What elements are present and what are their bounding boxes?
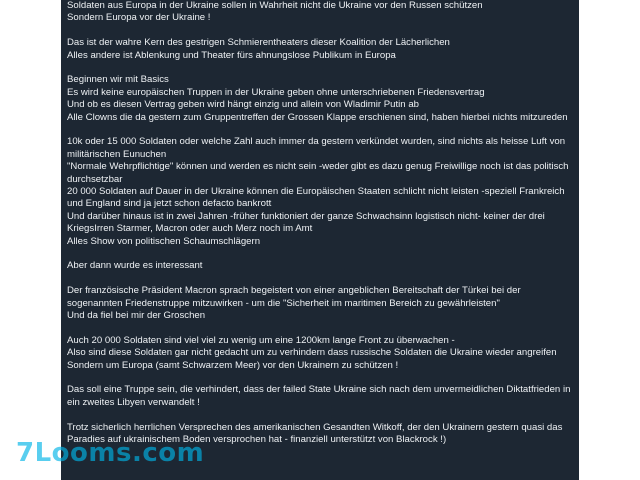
message-line: Alles Show von politischen Schaumschlägern xyxy=(67,235,261,247)
message-line: Beginnen wir mit Basics xyxy=(67,74,169,86)
message-line: Auch 20 000 Soldaten sind viel viel zu wenig um eine 1200km lange Front zu überwachen - xyxy=(67,334,455,346)
message-line: Das soll eine Truppe sein, die verhindert, dass der failed State Ukraine sich nach dem unvermeidlichen Diktatfrieden in ein zweites Libyen verwandelt ! xyxy=(67,384,571,408)
paragraph-6 xyxy=(67,285,573,322)
paragraph-2 xyxy=(67,37,573,62)
message-line: Und ob es diesen Vertrag geben wird hängt einzig und allein von Wladimir Putin ab xyxy=(67,99,419,111)
message-line: Soldaten aus Europa in der Ukraine sollen in Wahrheit nicht die Ukraine vor den Russen schützen xyxy=(67,0,483,11)
paragraph-7 xyxy=(67,335,573,372)
message-line: Trotz sicherlich herrlichen Versprechen des amerikanischen Gesandten Witkoff, der den Ukrainern gestern quasi das Paradies auf ukrainischem Boden versprochen hat - finanziell unterstützt von Blackrock !) xyxy=(67,421,563,446)
message-line: Alle Clowns die da gestern zum Gruppentreffen der Grossen Klappe erschienen sind, haben hierbei nichts mitzureden xyxy=(67,111,568,123)
paragraph-8 xyxy=(67,384,573,409)
paragraph-1 xyxy=(67,0,573,25)
message-line: 20 000 Soldaten auf Dauer in der Ukraine können die Europäischen Staaten schlicht nicht leisten -speziell Frankreich und England sind ja jetzt schon defacto bankrott xyxy=(67,186,565,210)
message-line: Es wird keine europäischen Truppen in der Ukraine geben ohne unterschriebenen Friedensvertrag xyxy=(67,86,485,98)
message-line: "Normale Wehrpflichtige" können und werden es nicht sein -weder gibt es dazu genug Freiwillige noch ist das politisch durchsetzbar xyxy=(67,161,569,185)
message-line: Alles andere ist Ablenkung und Theater fürs ahnungslose Publikum in Europa xyxy=(67,49,396,61)
message-line: Und da fiel bei mir der Groschen xyxy=(67,310,206,322)
message-line: Sondern Europa vor der Ukraine ! xyxy=(67,12,211,24)
paragraph-4 xyxy=(67,136,573,248)
message-line: Sondern um Europa (samt Schwarzem Meer) vor den Ukrainern zu schützen ! xyxy=(67,359,399,371)
message-line: Der französische Präsident Macron sprach begeistert von einer angeblichen Bereitschaft der Türkei bei der sogenannten Friedenstruppe mitzuwirken - um die "Sicherheit im maritimen Bereich zu gewährleisten" xyxy=(67,285,521,309)
left-margin xyxy=(0,0,61,480)
message-line: Das ist der wahre Kern des gestrigen Schmierentheaters dieser Koalition der Lächerlichen xyxy=(67,37,450,49)
message-line: Und darüber hinaus ist in zwei Jahren -früher funktioniert der ganze Schwachsinn logistisch nicht- keiner der drei KriegsIrren Starmer, Macron oder auch Merz noch im Amt xyxy=(67,210,545,235)
message-line: Also sind diese Soldaten gar nicht gedacht um zu verhindern dass russische Soldaten die Ukraine wieder angreifen xyxy=(67,347,557,359)
message-panel xyxy=(61,0,579,480)
watermark-logo: 7Looms.com xyxy=(16,438,205,468)
paragraph-5 xyxy=(67,260,573,272)
message-line: 10k oder 15 000 Soldaten oder welche Zahl auch immer da gestern verkündet wurden, sind nichts als heisse Luft von militärischen Eunuchen xyxy=(67,136,566,160)
right-margin xyxy=(579,0,640,480)
message-line: Aber dann wurde es interessant xyxy=(67,260,203,272)
paragraph-3 xyxy=(67,74,573,124)
